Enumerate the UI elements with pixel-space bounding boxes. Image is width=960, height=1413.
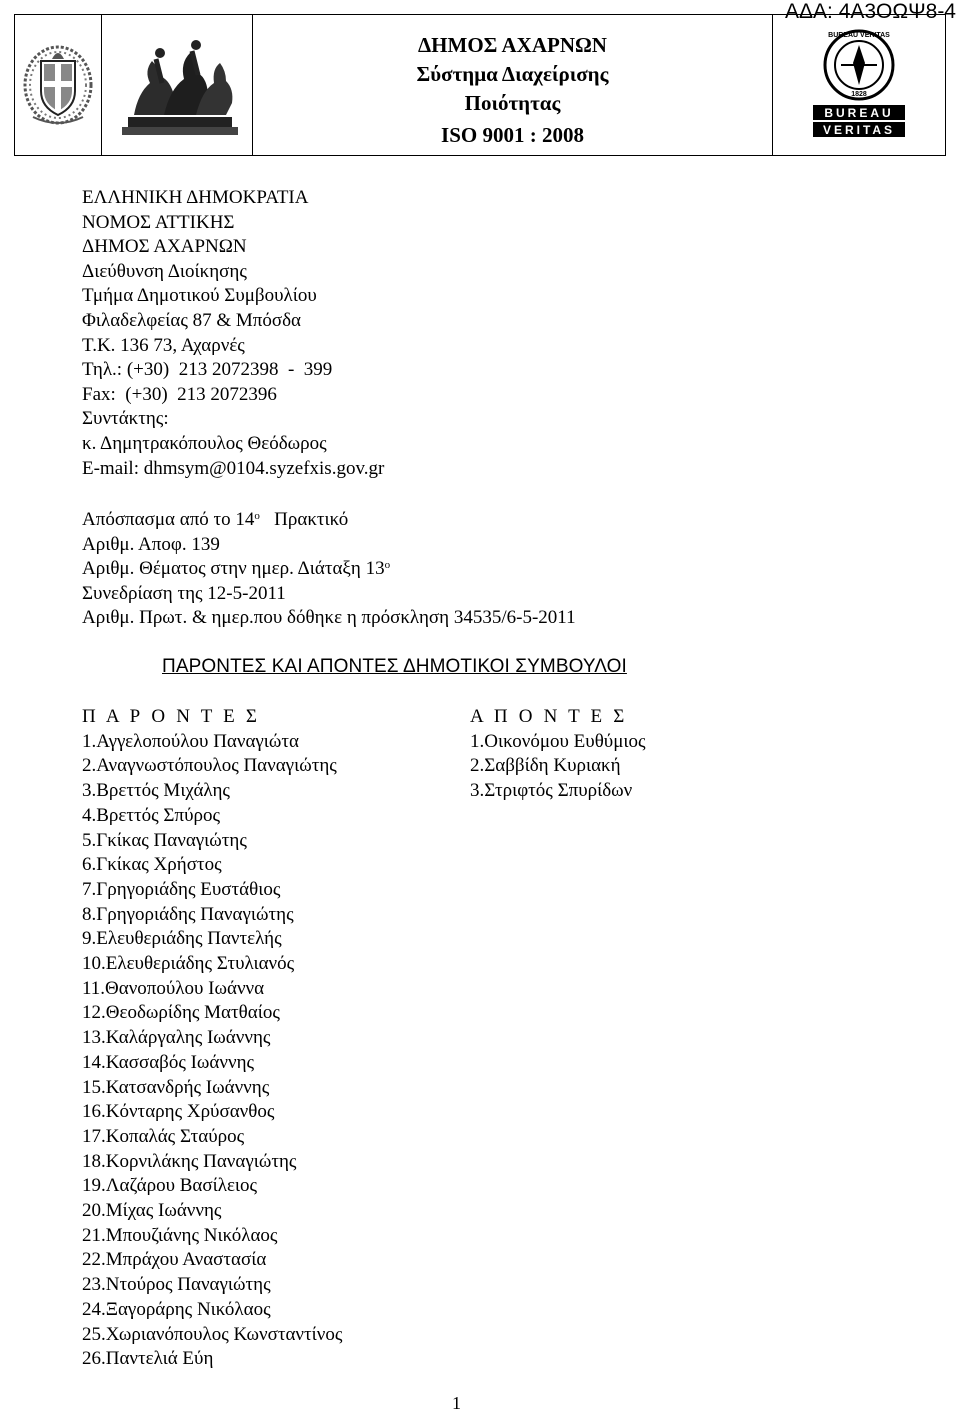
- horses-statue-icon: [104, 23, 250, 143]
- quality-system-line2: Ποιότητας: [464, 90, 561, 115]
- invitation-line: Αριθμ. Πρωτ. & ημερ.που δόθηκε η πρόσκληση 34535/6-5-2011: [82, 607, 576, 629]
- list-item: 22.Μπράχου Αναστασία: [82, 1249, 267, 1271]
- address-block: [82, 186, 384, 481]
- list-item: 25.Χωριανόπουλος Κωνσταντίνος: [82, 1323, 343, 1345]
- list-item: 1.Αγγελοπούλου Παναγιώτα: [82, 730, 300, 752]
- extract-line: Απόσπασμα από το $14^o$ Πρακτικό: [82, 509, 349, 530]
- absent-heading: Α Π Ο Ν Τ Ε Σ: [470, 706, 628, 727]
- bureau-veritas-logo-icon: [799, 23, 919, 143]
- iso-standard: ISO 9001 : 2008: [441, 122, 584, 147]
- list-item: 11.Θανοπούλου Ιωάννα: [82, 977, 265, 999]
- list-item: 19.Λαζάρου Βασίλειος: [82, 1175, 258, 1197]
- list-item: 2.Αναγνωστόπουλος Παναγιώτης: [82, 755, 337, 777]
- address-line: Φιλαδελφείας 87 & Μπόσδα: [82, 309, 302, 331]
- founding-year: 1828: [851, 90, 867, 98]
- greek-emblem-cell: [15, 15, 102, 156]
- list-item: 9.Ελευθεριάδης Παντελής: [82, 928, 282, 950]
- decision-number: Αριθμ. Αποφ. 139: [82, 533, 220, 555]
- attendance-title: ΠΑΡΟΝΤΕΣ ΚΑΙ ΑΠΟΝΤΕΣ ΔΗΜΟΤΙΚΟΙ ΣΥΜΒΟΥΛΟΙ: [162, 656, 627, 677]
- topic-line: Αριθμ. Θέματος στην ημερ. Διάταξη $13^o$: [82, 558, 391, 580]
- present-heading: Π Α Ρ Ο Ν Τ Ε Σ: [82, 706, 261, 727]
- fax-line: Fax: (+30) 213 2072396: [82, 383, 277, 405]
- list-item: 17.Κοπαλάς Σταύρος: [82, 1125, 245, 1147]
- list-item: 6.Γκίκας Χρήστος: [82, 854, 222, 876]
- phone-line: Τηλ.: (+30) 213 2072398 - 399: [82, 359, 333, 381]
- statue-logo-cell: [102, 15, 253, 156]
- list-item: 5.Γκίκας Παναγιώτης: [82, 829, 247, 851]
- list-item: 3.Στριφτός Σπυρίδων: [470, 780, 633, 802]
- list-item: 21.Μπουζιάνης Νικόλαος: [82, 1224, 278, 1246]
- session-date: Συνεδρίαση της 12-5-2011: [82, 582, 286, 604]
- ring-text: BUREAU VERITAS: [828, 31, 890, 39]
- address-line: Διεύθυνση Διοίκησης: [82, 260, 247, 282]
- list-item: 23.Ντούρος Παναγιώτης: [82, 1274, 271, 1296]
- list-item: 16.Κόνταρης Χρύσανθος: [82, 1101, 275, 1123]
- list-item: 7.Γρηγοριάδης Ευστάθιος: [82, 878, 281, 900]
- present-list: [82, 705, 342, 1372]
- list-item: 3.Βρεττός Μιχάλης: [82, 780, 230, 802]
- list-item: 10.Ελευθεριάδης Στυλιανός: [82, 953, 295, 975]
- page-number: 1: [452, 1393, 461, 1413]
- list-item: 8.Γρηγοριάδης Παναγιώτης: [82, 903, 294, 925]
- certification-logo-cell: [773, 15, 946, 156]
- address-line: Τμήμα Δημοτικού Συμβουλίου: [82, 285, 317, 307]
- address-line: ΔΗΜΟΣ ΑΧΑΡΝΩΝ: [82, 236, 247, 258]
- address-line: Τ.Κ. 136 73, Αχαρνές: [82, 334, 245, 356]
- list-item: 15.Κατσανδρής Ιωάννης: [82, 1076, 270, 1098]
- list-item: 26.Παντελιά Εύη: [82, 1348, 214, 1370]
- list-item: 12.Θεοδωρίδης Ματθαίος: [82, 1002, 280, 1024]
- list-item: 14.Κασσαβός Ιωάννης: [82, 1051, 255, 1073]
- logo-word-bureau: BUREAU: [824, 105, 894, 120]
- municipality-name: ΔΗΜΟΣ ΑΧΑΡΝΩΝ: [418, 32, 607, 57]
- quality-system-line1: Σύστημα Διαχείρισης: [416, 61, 609, 86]
- absent-list: [470, 705, 646, 804]
- ada-code: ΑΔΑ: 4Α3ΟΩΨ8-4: [784, 0, 956, 23]
- author-name: κ. Δημητρακόπουλος Θεόδωρος: [82, 432, 327, 454]
- address-line: ΝΟΜΟΣ ΑΤΤΙΚΗΣ: [82, 211, 235, 233]
- author-label: Συντάκτης:: [82, 408, 169, 430]
- email-line: E-mail: dhmsym@0104.syzefxis.gov.gr: [82, 457, 385, 479]
- greek-emblem-icon: [19, 37, 97, 129]
- minutes-block: [82, 508, 576, 631]
- document-header: [14, 14, 946, 156]
- list-item: 4.Βρεττός Σπύρος: [82, 804, 220, 826]
- header-title-cell: [253, 15, 773, 156]
- list-item: 2.Σαββίδη Κυριακή: [470, 755, 621, 777]
- list-item: 24.Ξαγοράρης Νικόλαος: [82, 1298, 271, 1320]
- list-item: 18.Κορνιλάκης Παναγιώτης: [82, 1150, 297, 1172]
- list-item: 20.Μίχας Ιωάννης: [82, 1200, 222, 1222]
- logo-word-veritas: VERITAS: [822, 122, 896, 137]
- list-item: 13.Καλάργαλης Ιωάννης: [82, 1027, 271, 1049]
- address-line: ΕΛΛΗΝΙΚΗ ΔΗΜΟΚΡΑΤΙΑ: [82, 187, 309, 208]
- list-item: 1.Οικονόμου Ευθύμιος: [470, 730, 646, 752]
